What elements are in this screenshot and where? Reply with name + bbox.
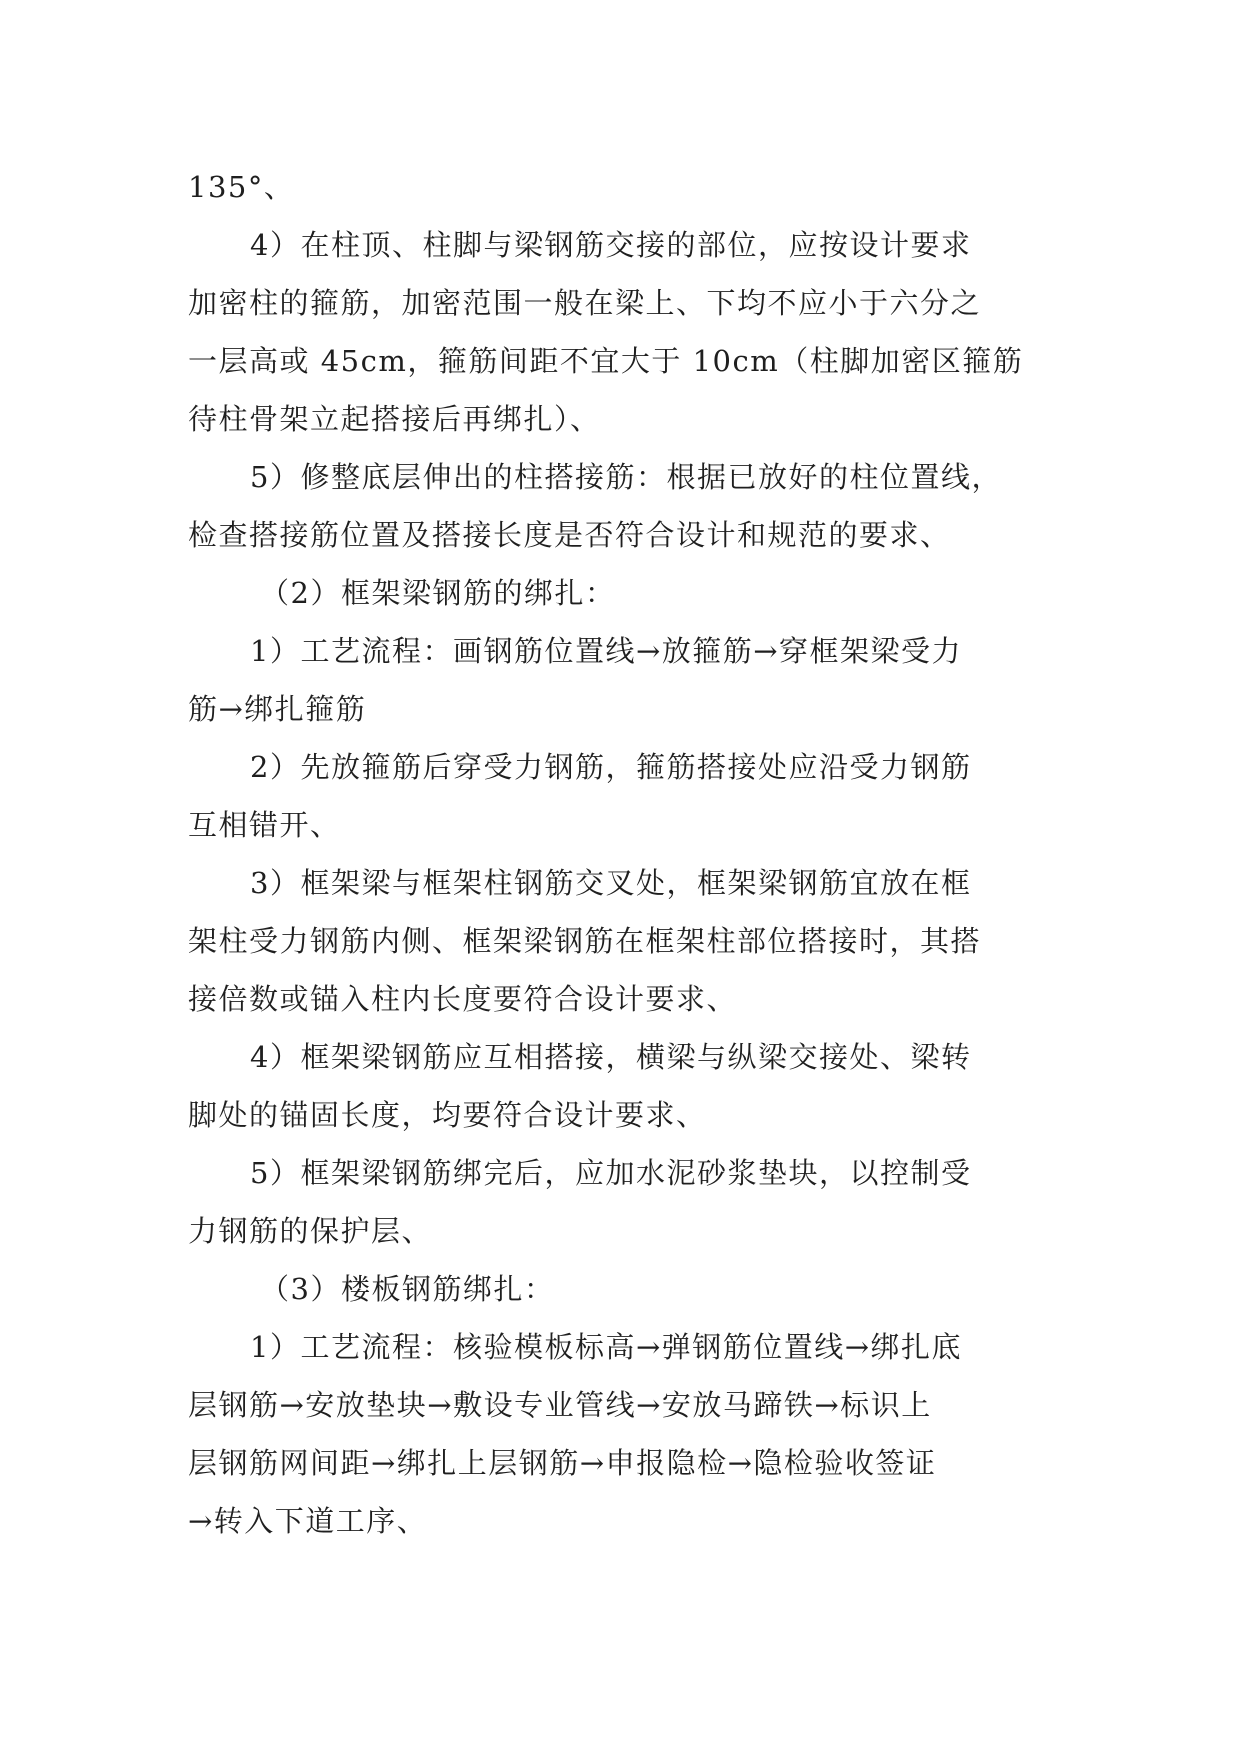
text-line: 135°、 <box>188 170 295 204</box>
text-line: 4）框架梁钢筋应互相搭接，横梁与纵梁交接处、梁转 <box>250 1040 972 1074</box>
text-line: 5）修整底层伸出的柱搭接筋：根据已放好的柱位置线， <box>250 460 1002 494</box>
section-heading: （2）框架梁钢筋的绑扎： <box>260 576 616 610</box>
text-line: 3）框架梁与框架柱钢筋交叉处，框架梁钢筋宜放在框 <box>250 866 972 900</box>
text-line: 脚处的锚固长度，均要符合设计要求、 <box>188 1098 707 1132</box>
text-line: 待柱骨架立起搭接后再绑扎）、 <box>188 402 601 436</box>
text-line: 4）在柱顶、柱脚与梁钢筋交接的部位，应按设计要求 <box>250 228 972 262</box>
document-body <box>188 158 1058 1550</box>
text-line: 一层高或 45cm，箍筋间距不宜大于 10cm（柱脚加密区箍筋 <box>188 344 1024 378</box>
text-line: 筋→绑扎箍筋 <box>188 692 367 726</box>
text-line: 加密柱的箍筋，加密范围一般在梁上、下均不应小于六分之 <box>188 286 982 320</box>
text-line: 5）框架梁钢筋绑完后，应加水泥砂浆垫块，以控制受 <box>250 1156 972 1190</box>
text-line: →转入下道工序、 <box>188 1504 428 1538</box>
text-line: 检查搭接筋位置及搭接长度是否符合设计和规范的要求、 <box>188 518 951 552</box>
section-heading: （3）楼板钢筋绑扎： <box>260 1272 555 1306</box>
text-line: 力钢筋的保护层、 <box>188 1214 433 1248</box>
text-line: 互相错开、 <box>188 808 341 842</box>
text-line: 1）工艺流程：核验模板标高→弹钢筋位置线→绑扎底 <box>250 1330 963 1364</box>
text-line: 层钢筋→安放垫块→敷设专业管线→安放马蹄铁→标识上 <box>188 1388 932 1422</box>
text-line: 2）先放箍筋后穿受力钢筋，箍筋搭接处应沿受力钢筋 <box>250 750 972 784</box>
text-line: 架柱受力钢筋内侧、框架梁钢筋在框架柱部位搭接时，其搭 <box>188 924 982 958</box>
text-line: 1）工艺流程：画钢筋位置线→放箍筋→穿框架梁受力 <box>250 634 963 668</box>
text-line: 层钢筋网间距→绑扎上层钢筋→申报隐检→隐检验收签证 <box>188 1446 937 1480</box>
text-line: 接倍数或锚入柱内长度要符合设计要求、 <box>188 982 738 1016</box>
